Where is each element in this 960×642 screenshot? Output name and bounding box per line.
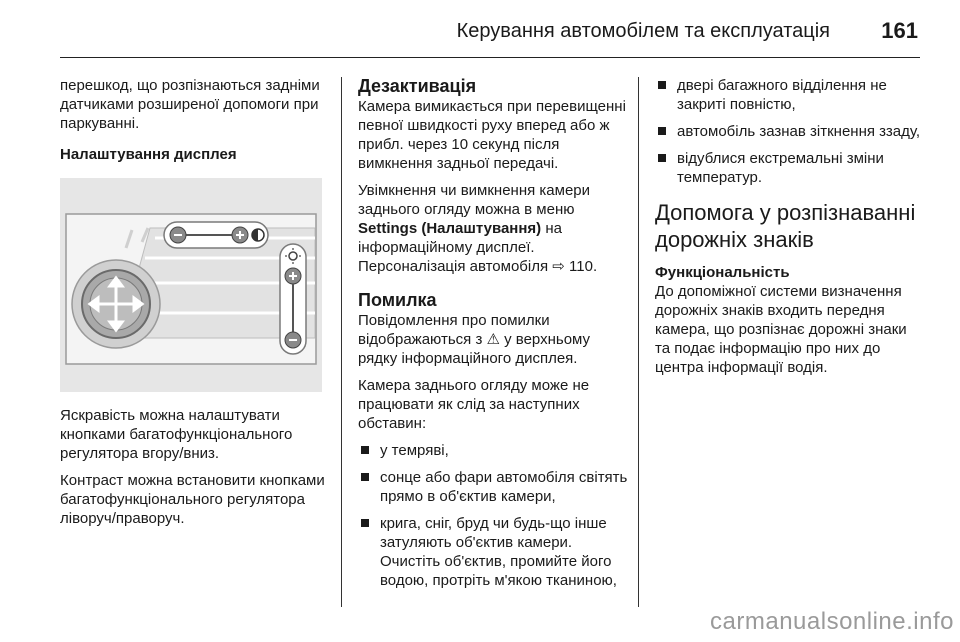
page-reference-icon: ⇨ <box>552 258 570 275</box>
list-item: автомобіль зазнав зіткнення ззаду, <box>655 122 925 141</box>
display-settings-figure <box>60 178 322 392</box>
column-2 <box>358 76 628 598</box>
header-rule <box>60 57 920 58</box>
contrast-slider <box>164 222 268 248</box>
paragraph <box>358 311 628 368</box>
column-divider-1 <box>341 77 342 607</box>
brightness-slider <box>280 244 306 354</box>
multifunction-knob-icon <box>72 260 160 348</box>
text-span: на інформаційному дисплеї. Персоналізація автомобіля <box>358 220 562 275</box>
text-span: Повідомлення про помилки відображаються з <box>358 312 550 348</box>
paragraph: До допоміжної системи визначення дорожніх знаків входить передня камера, що розпізнає дорожні знаки та подає інформацію про них до центра інформації водія. <box>655 283 907 376</box>
subheading-functionality: Функціональність <box>655 264 790 281</box>
conditions-list <box>358 441 628 590</box>
menu-name: Settings (Налаштування) <box>358 220 542 237</box>
list-item: двері багажного відділення не закриті повністю, <box>655 76 925 114</box>
heading-traffic-sign-assistant: Допомога у розпізнаванні дорожніх знаків <box>655 200 916 252</box>
warning-icon: ⚠ <box>486 331 500 348</box>
watermark: carmanualsonline.info <box>710 608 954 635</box>
paragraph: Яскравість можна налаштувати кнопками багатофункціонального регулятора вгору/вниз. <box>60 407 293 462</box>
list-item: сонце або фари автомобіля світять прямо в об'єктив камери, <box>358 468 628 506</box>
column-1 <box>60 76 328 536</box>
subheading-display-settings: Налаштування дисплея <box>60 146 237 163</box>
paragraph: Контраст можна встановити кнопками багатофункціонального регулятора ліворуч/праворуч. <box>60 472 325 527</box>
column-divider-2 <box>638 77 639 607</box>
paragraph <box>358 181 628 276</box>
text-span: у верхньому рядку інформаційного дисплея. <box>358 331 591 367</box>
page-header <box>0 0 960 60</box>
paragraph: Камера вимикається при перевищенні певної швидкості руху вперед або ж прибл. через 10 секунд після вимкнення задньої передачі. <box>358 98 626 172</box>
page-reference: 110. <box>569 258 598 275</box>
column-3 <box>655 76 925 385</box>
heading-deactivation: Дезактивація <box>358 76 477 96</box>
page-number: 161 <box>881 18 918 43</box>
list-item: у темряві, <box>358 441 628 460</box>
display-settings-illustration <box>60 178 322 392</box>
list-item: відублися екстремальні зміни температур. <box>655 149 925 187</box>
paragraph: перешкод, що розпізнаються задніми датчиками розширеної допомоги при паркуванні. <box>60 77 320 132</box>
list-item: крига, сніг, бруд чи будь-що інше затуляють об'єктив камери. Очистіть об'єктив, промийте його водою, протріть м'якою тканиною, <box>358 514 628 590</box>
conditions-list-continued <box>655 76 925 187</box>
heading-error: Помилка <box>358 290 437 310</box>
text-span: Увімкнення чи вимкнення камери заднього огляду можна в меню <box>358 182 591 218</box>
paragraph: Камера заднього огляду може не працювати як слід за наступних обставин: <box>358 377 590 432</box>
header-title: Керування автомобілем та експлуатація <box>456 20 830 42</box>
